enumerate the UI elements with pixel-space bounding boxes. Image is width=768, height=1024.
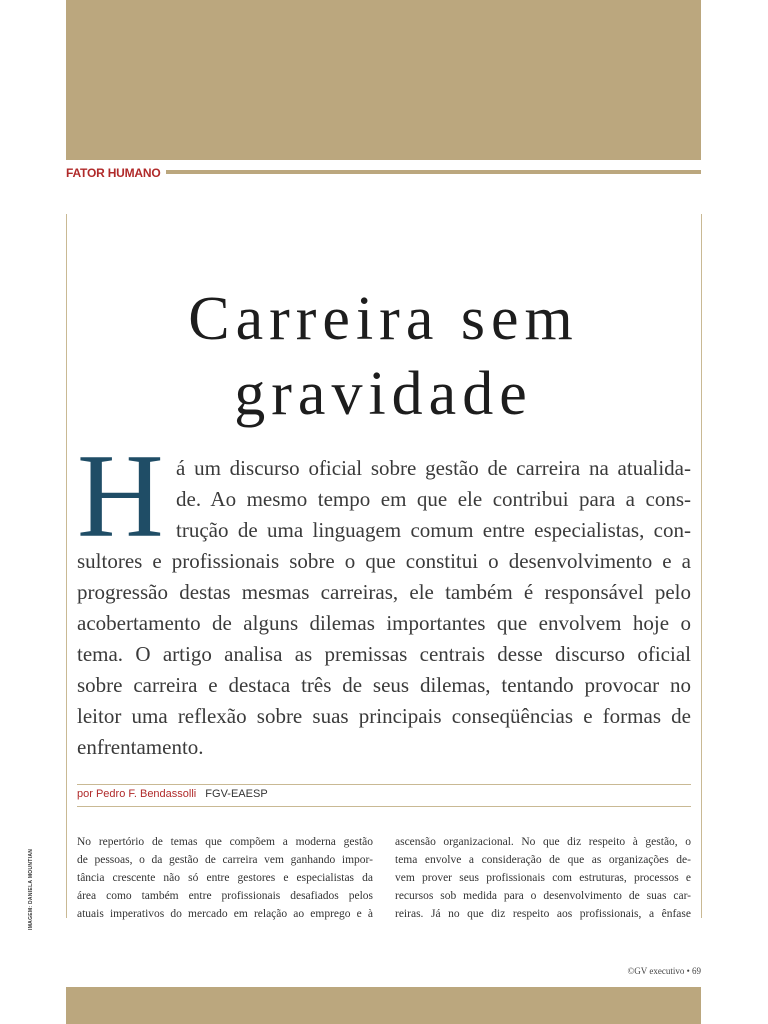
byline-affiliation: FGV-EAESP xyxy=(205,788,268,800)
byline xyxy=(77,788,268,800)
title-line-1: Carreira sem xyxy=(188,285,579,353)
body-line: No repertório de temas que compõem a moderna gestão xyxy=(77,836,373,848)
title-line-2: gravidade xyxy=(234,360,533,428)
byline-top-rule xyxy=(77,784,691,785)
body-column-right xyxy=(395,833,691,923)
body-line: recursos sob medida para o desenvolvimento de suas car- xyxy=(395,890,691,902)
body-column-left xyxy=(77,833,373,923)
byline-bottom-rule xyxy=(77,806,691,807)
lead-line: trução de uma linguagem comum entre especialistas, con- xyxy=(176,518,691,542)
lead-indented xyxy=(176,453,691,546)
body-line: ascensão organizacional. No que diz respeito à gestão, o xyxy=(395,836,691,848)
lead-line: enfrentamento. xyxy=(77,735,204,759)
lead-line: acobertamento de alguns dilemas importantes que envolvem hoje o xyxy=(77,611,691,635)
top-color-band xyxy=(66,0,701,160)
lead-line: leitor uma reflexão sobre suas principais conseqüências e formas de xyxy=(77,704,691,728)
section-label: FATOR HUMANO xyxy=(66,166,161,180)
body-line: tema envolve a consideração de que as organizações de- xyxy=(395,854,691,866)
section-rule xyxy=(166,170,701,174)
lead-line: tema. O artigo analisa as premissas centrais desse discurso oficial xyxy=(77,642,691,666)
article-title xyxy=(66,282,701,432)
drop-cap: H xyxy=(77,429,164,562)
image-credit: IMAGEM: DANIELA MOUNTIAN xyxy=(28,848,34,930)
body-line: tância crescente não só entre gestores e especialistas da xyxy=(77,872,373,884)
lead-line: de. Ao mesmo tempo em que ele contribui para a cons- xyxy=(176,487,691,511)
frame-right-rule xyxy=(701,214,702,918)
lead-line: á um discurso oficial sobre gestão de carreira na atualida- xyxy=(176,456,691,480)
body-line: atuais imperativos do mercado em relação ao emprego e à xyxy=(77,908,373,920)
body-line: reiras. Já no que diz respeito aos profissionais, a ênfase xyxy=(395,908,691,920)
body-line: de pessoas, o da gestão de carreira vem ganhando impor- xyxy=(77,854,373,866)
body-line: vem prover seus profissionais com estruturas, processos e xyxy=(395,872,691,884)
bottom-color-band xyxy=(66,987,701,1024)
lead-line: sobre carreira e destaca três de seus dilemas, tentando provocar no xyxy=(77,673,691,697)
lead-line: sultores e profissionais sobre o que constitui o desenvolvimento e a xyxy=(77,549,691,573)
page-folio: ©GV executivo • 69 xyxy=(627,966,701,976)
lead-paragraph xyxy=(77,546,691,763)
byline-author: por Pedro F. Bendassolli xyxy=(77,788,197,800)
lead-line: progressão destas mesmas carreiras, ele também é responsável pelo xyxy=(77,580,691,604)
body-line: área como também entre profissionais desafiados pelos xyxy=(77,890,373,902)
